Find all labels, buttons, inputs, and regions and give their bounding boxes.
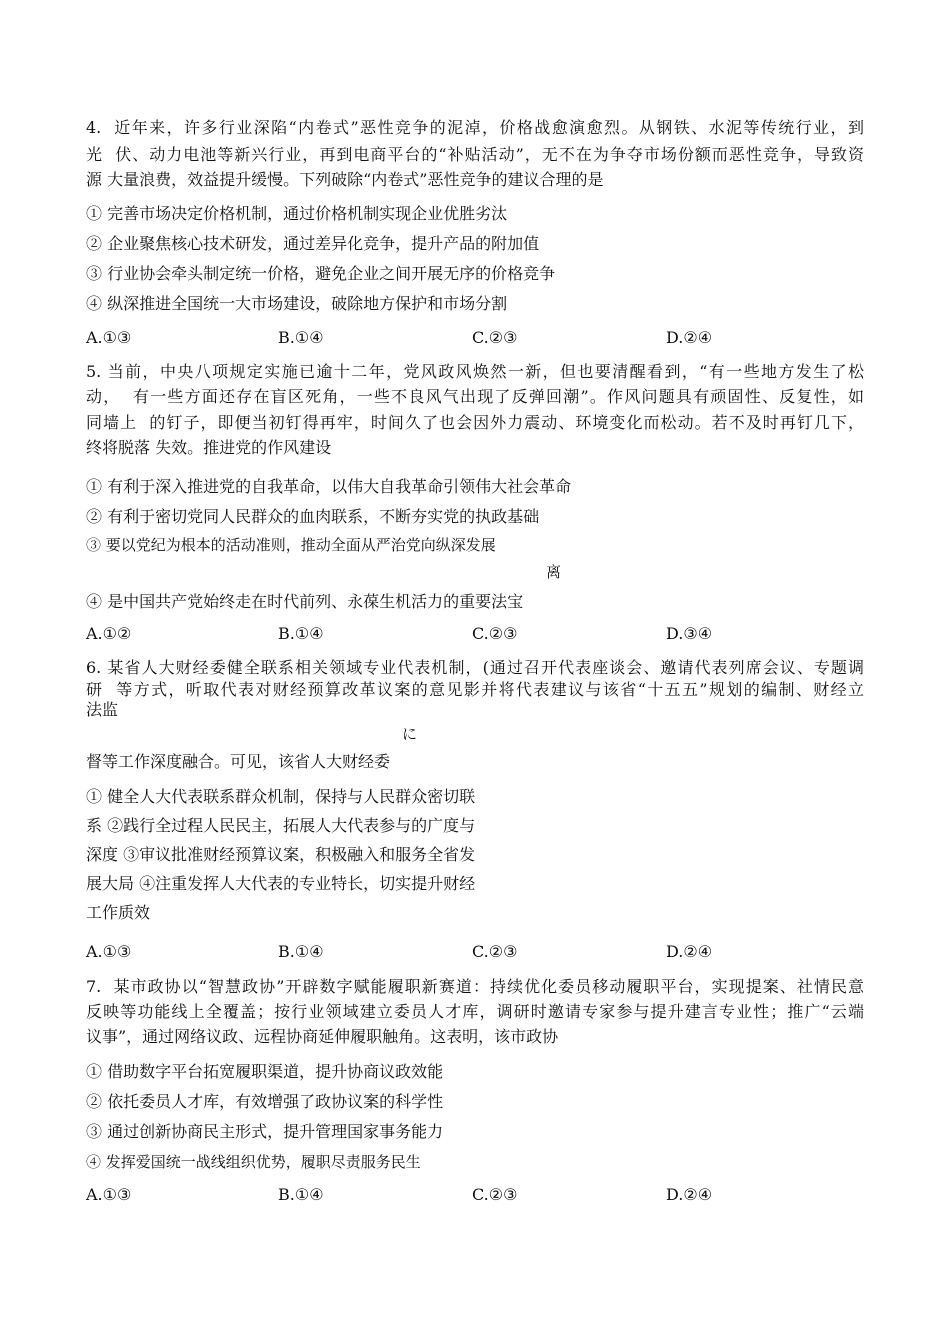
q4-statement-2: ② 企业聚焦核心技术研发，通过差异化竞争，提升产品的附加值 [86, 234, 540, 253]
q6-statement-line-5: 工作质效 [86, 903, 151, 922]
q6-statement-line-1: ① 健全人大代表联系群众机制，保持与人民群众密切联 [86, 787, 476, 806]
q4-option-c[interactable]: C.②③ [472, 328, 518, 347]
q6-stem-line-3: 法监 [86, 700, 119, 719]
q6-stem-line-1: 6. 某省人大财经委健全联系相关领域专业代表机制，(通过召开代表座谈会、邀请代表列席会议、专题调 [86, 658, 864, 677]
q5-statement-4: ④ 是中国共产党始终走在时代前列、永葆生机活力的重要法宝 [86, 592, 524, 611]
q4-stem-line-2: 光 伏、动力电池等新兴行业，再到电商平台的“补贴活动”，无不在为争夺市场份额而恶性竞争，导致资 [86, 145, 864, 164]
q5-option-a[interactable]: A.①② [86, 624, 132, 643]
q7-stem-line-3: 议事”，通过网络议政、远程协商延伸履职触角。这表明，该市政协 [86, 1027, 559, 1046]
q5-stem-line-4: 终将脱落 失效。推进党的作风建设 [86, 438, 332, 457]
q6-option-d[interactable]: D.②④ [666, 942, 713, 961]
q7-option-d[interactable]: D.②④ [666, 1185, 713, 1204]
q5-option-c[interactable]: C.②③ [472, 624, 518, 643]
q5-statement-2: ② 有利于密切党同人民群众的血肉联系，不断夯实党的执政基础 [86, 507, 540, 526]
q4-option-a[interactable]: A.①③ [86, 328, 132, 347]
q7-stem-line-1: 7. 某市政协以“智慧政协”开辟数字赋能履职新赛道：持续优化委员移动履职平台，实现提案、社情民意 [86, 977, 864, 996]
q4-option-d[interactable]: D.②④ [666, 328, 713, 347]
q7-statement-1: ① 借助数字平台拓宽履职渠道，提升协商议政效能 [86, 1062, 444, 1081]
q4-stem-line-3: 源 大量浪费，效益提升缓慢。下列破除“内卷式”恶性竞争的建议合理的是 [86, 170, 604, 189]
q6-stem-line-2: 研 等方式，听取代表对财经预算改革议案的意见影并将代表建议与该省“十五五”规划的编制、财经立 [86, 680, 864, 699]
q5-stem-line-3: 同墙上 的钉子，即便当初钉得再牢，时间久了也会因外力震动、环境变化而松动。若不及时再钉几下， [86, 413, 864, 432]
q5-stem-line-1: 5. 当前，中央八项规定实施已逾十二年，党风政风焕然一新，但也要清醒看到，“有一些地方发生了松 [86, 362, 864, 381]
q6-statement-line-4: 展大局 ④注重发挥人大代表的专业特长，切实提升财经 [86, 874, 476, 893]
q6-stray-char: に [402, 725, 418, 743]
q6-option-b[interactable]: B.①④ [278, 942, 324, 961]
q7-stem-line-2: 反映等功能线上全覆盖；按行业领域建立委员人才库，调研时邀请专家参与提升建言专业性；推广“云端 [86, 1002, 864, 1021]
q5-statement-1: ① 有利于深入推进党的自我革命，以伟大自我革命引领伟大社会革命 [86, 477, 572, 496]
q6-option-a[interactable]: A.①③ [86, 942, 132, 961]
q7-option-a[interactable]: A.①③ [86, 1185, 132, 1204]
q4-statement-3: ③ 行业协会牵头制定统一价格，避免企业之间开展无序的价格竞争 [86, 264, 556, 283]
q7-option-c[interactable]: C.②③ [472, 1185, 518, 1204]
q7-statement-4: ④ 发挥爱国统一战线组织优势，履职尽责服务民生 [86, 1153, 421, 1171]
q6-statement-line-2: 系 ②践行全过程人民民主，拓展人大代表参与的广度与 [86, 816, 476, 835]
q5-option-d[interactable]: D.③④ [666, 624, 713, 643]
q5-option-b[interactable]: B.①④ [278, 624, 324, 643]
q4-stem-line-1: 4. 近年来，许多行业深陷“内卷式”恶性竞争的泥淖，价格战愈演愈烈。从钢铁、水泥等传统行业，到 [86, 118, 864, 137]
q4-statement-4: ④ 纵深推进全国统一大市场建设，破除地方保护和市场分割 [86, 294, 508, 313]
q5-stray-char: 离 [546, 563, 562, 581]
q4-statement-1: ① 完善市场决定价格机制，通过价格机制实现企业优胜劣汰 [86, 204, 508, 223]
q7-statement-3: ③ 通过创新协商民主形式，提升管理国家事务能力 [86, 1122, 444, 1141]
q6-statement-line-3: 深度 ③审议批准财经预算议案，积极融入和服务全省发 [86, 845, 476, 864]
q6-stem-line-4: 督等工作深度融合。可见，该省人大财经委 [86, 752, 391, 771]
q5-statement-3: ③ 要以党纪为根本的活动准则，推动全面从严治党向纵深发展 [86, 536, 496, 554]
q6-option-c[interactable]: C.②③ [472, 942, 518, 961]
q5-stem-line-2: 动， 有一些方面还存在盲区死角，一些不良风气出现了反弹回潮”。作风问题具有顽固性、反复性，如 [86, 387, 864, 406]
q4-option-b[interactable]: B.①④ [278, 328, 324, 347]
q7-statement-2: ② 依托委员人才库，有效增强了政协议案的科学性 [86, 1092, 444, 1111]
q7-option-b[interactable]: B.①④ [278, 1185, 324, 1204]
